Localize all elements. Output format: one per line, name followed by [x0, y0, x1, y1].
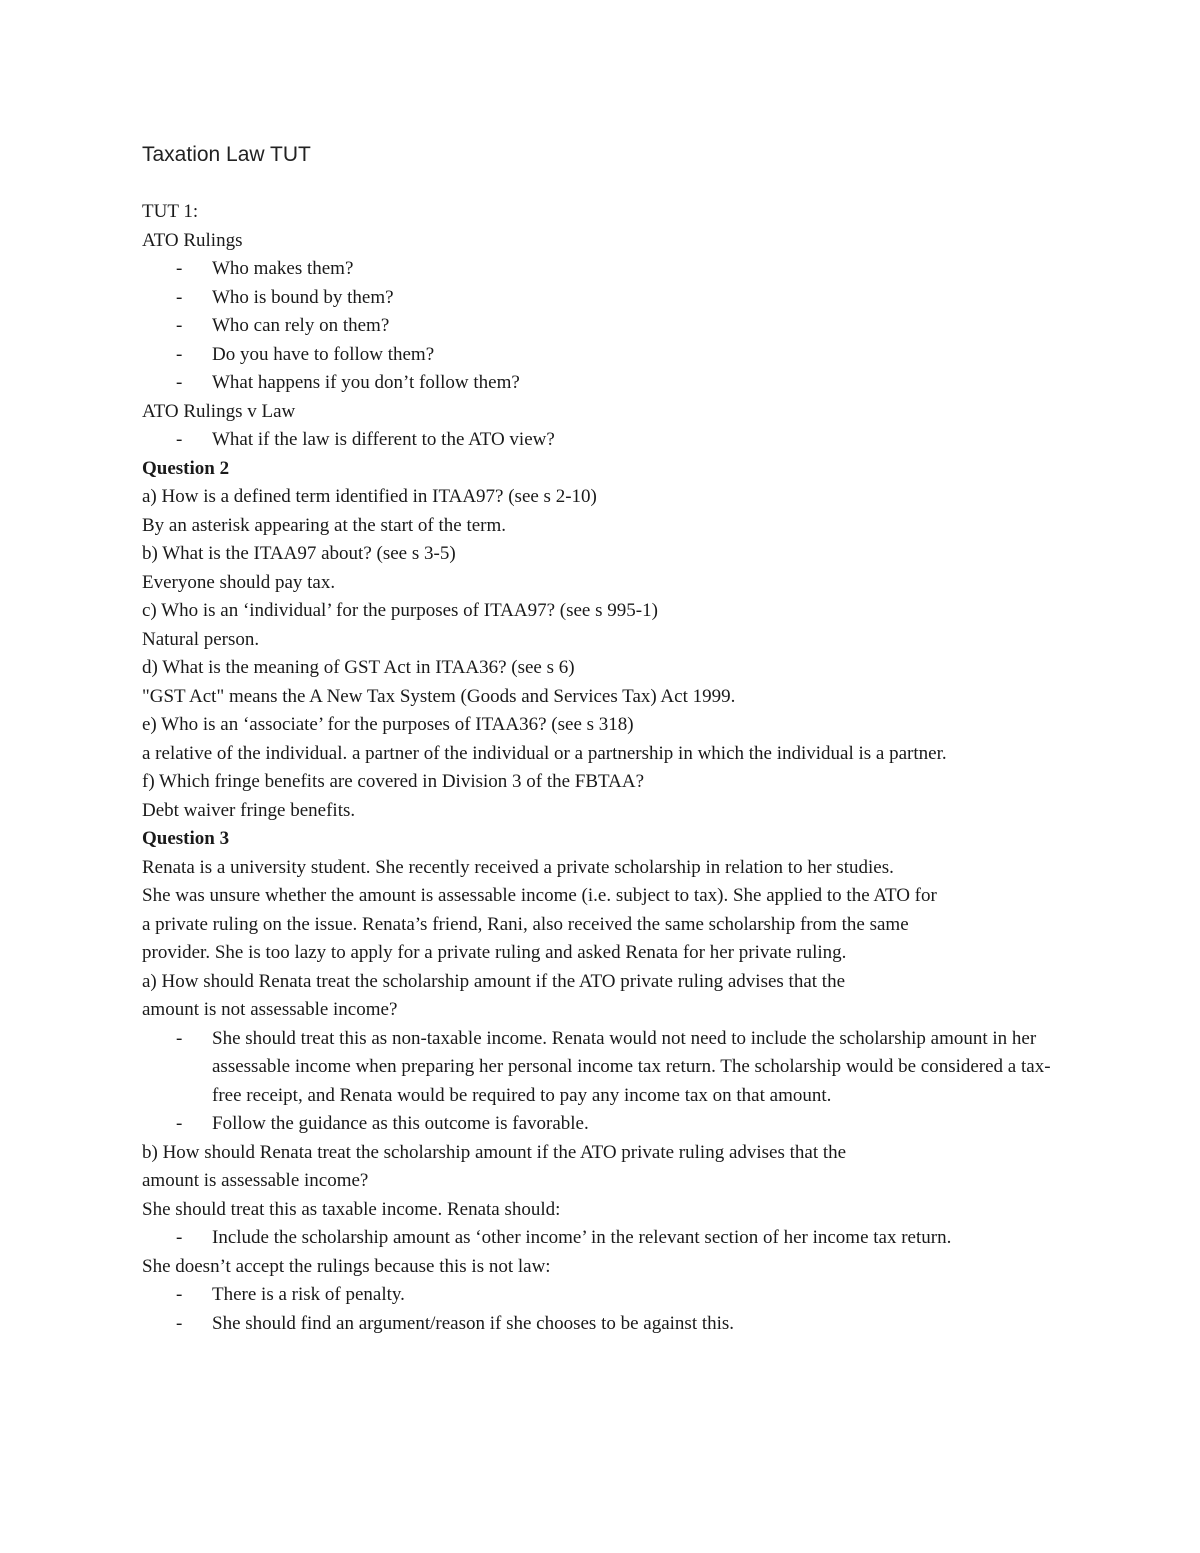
list-item: - What happens if you don’t follow them?	[142, 369, 1142, 398]
list-item: - Include the scholarship amount as ‘other income’ in the relevant section of her income tax return.	[142, 1224, 1142, 1253]
question-2-heading: Question 2	[142, 457, 230, 479]
list-item: - Who can rely on them?	[142, 312, 1142, 341]
ato-rulings-questions	[142, 255, 1142, 398]
list-item: - There is a risk of penalty.	[142, 1281, 1142, 1310]
list-item: - Who makes them?	[142, 255, 1142, 284]
q2-line: a) How is a defined term identified in ITAA97? (see s 2-10)	[142, 486, 597, 507]
q2-line: Everyone should pay tax.	[142, 571, 336, 593]
q3b-answer: She should treat this as taxable income. Renata should:	[142, 1198, 561, 1220]
q2-line: c) Who is an ‘individual’ for the purposes of ITAA97? (see s 995-1)	[142, 600, 658, 621]
q2-line: b) What is the ITAA97 about? (see s 3-5)	[142, 543, 456, 564]
ato-rulings-heading: ATO Rulings	[142, 229, 243, 251]
dash-bullet-icon: -	[176, 315, 183, 336]
dash-bullet-icon: -	[176, 1284, 183, 1305]
q3a-question: a) How should Renata treat the scholarship amount if the ATO private ruling advises that the	[142, 970, 846, 992]
dash-bullet-icon: -	[176, 1113, 183, 1134]
list-item: - Follow the guidance as this outcome is favorable.	[142, 1110, 1142, 1139]
q3-scenario-line: Renata is a university student. She recently received a private scholarship in relation to her studies.	[142, 856, 894, 878]
q2-line: e) Who is an ‘associate’ for the purposes of ITAA36? (see s 318)	[142, 714, 634, 735]
tut-heading: TUT 1:	[142, 201, 199, 222]
dash-bullet-icon: -	[176, 429, 183, 450]
q3a-answers	[142, 1025, 1142, 1139]
q2-line: Debt waiver fringe benefits.	[142, 799, 356, 821]
list-item: - She should find an argument/reason if she chooses to be against this.	[142, 1310, 1142, 1339]
dash-bullet-icon: -	[176, 372, 183, 393]
q3b-reject-line: She doesn’t accept the rulings because this is not law:	[142, 1255, 551, 1277]
list-item: - Do you have to follow them?	[142, 341, 1142, 370]
question-3-heading: Question 3	[142, 828, 230, 849]
q2-line: d) What is the meaning of GST Act in ITAA36? (see s 6)	[142, 657, 575, 678]
q2-line: f) Which fringe benefits are covered in Division 3 of the FBTAA?	[142, 771, 645, 792]
q3a-question: amount is not assessable income?	[142, 999, 398, 1020]
q3-scenario-line: She was unsure whether the amount is assessable income (i.e. subject to tax). She applied to the ATO for	[142, 885, 937, 906]
q2-line: By an asterisk appearing at the start of the term.	[142, 514, 507, 536]
rulings-v-law-questions	[142, 426, 1142, 455]
dash-bullet-icon: -	[176, 343, 183, 365]
q3-scenario-line: provider. She is too lazy to apply for a private ruling and asked Renata for her private ruling.	[142, 942, 847, 963]
list-item: - Who is bound by them?	[142, 284, 1142, 313]
q3b-reject-answers	[142, 1281, 1142, 1338]
dash-bullet-icon: -	[176, 258, 183, 279]
list-item: - What if the law is different to the ATO view?	[142, 426, 1142, 455]
document-title: Taxation Law TUT	[142, 143, 311, 166]
rulings-v-law-heading: ATO Rulings v Law	[142, 400, 296, 422]
document-page	[142, 140, 1142, 1338]
dash-bullet-icon: -	[176, 286, 183, 308]
q2-line: Natural person.	[142, 628, 260, 650]
dash-bullet-icon: -	[176, 1227, 183, 1248]
q3b-answers	[142, 1224, 1142, 1253]
q3b-question: amount is assessable income?	[142, 1170, 369, 1191]
q2-line: "GST Act" means the A New Tax System (Goods and Services Tax) Act 1999.	[142, 685, 736, 707]
q3-scenario-line: a private ruling on the issue. Renata’s friend, Rani, also received the same scholarship from the same	[142, 913, 909, 935]
dash-bullet-icon: -	[176, 1312, 183, 1334]
list-item: - She should treat this as non-taxable income. Renata would not need to include the scholarship amount in her assessable income when preparing her personal income tax return. The scholarship would be considered a tax-free receipt, and Renata would be required to pay any income tax on that amount.	[142, 1025, 1062, 1111]
dash-bullet-icon: -	[176, 1027, 183, 1049]
q2-line: a relative of the individual. a partner of the individual or a partnership in which the individual is a partner.	[142, 742, 947, 764]
q3b-question: b) How should Renata treat the scholarship amount if the ATO private ruling advises that the	[142, 1141, 847, 1163]
